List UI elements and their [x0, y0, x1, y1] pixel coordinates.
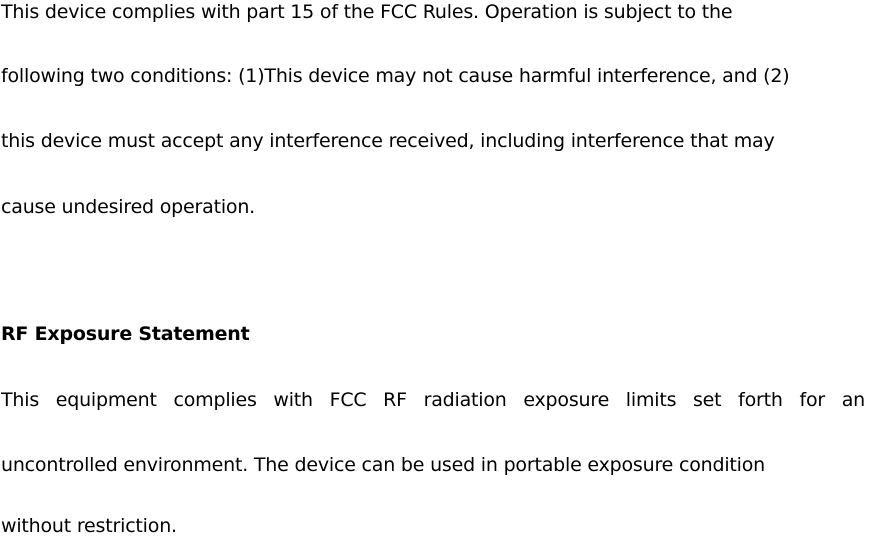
rf-exposure-heading: RF Exposure Statement [1, 323, 250, 345]
fcc-paragraph-line-3: this device must accept any interference received, including interference that may [1, 130, 775, 152]
rf-paragraph-line-2: uncontrolled environment. The device can be used in portable exposure condition [1, 454, 766, 476]
fcc-paragraph-line-4: cause undesired operation. [1, 196, 256, 218]
fcc-paragraph-line-1: This device complies with part 15 of the FCC Rules. Operation is subject to the [1, 1, 733, 23]
fcc-paragraph-line-2: following two conditions: (1)This device may not cause harmful interference, and (2) [1, 65, 790, 87]
rf-paragraph-line-3: without restriction. [1, 515, 177, 537]
rf-paragraph-line-1: This equipment complies with FCC RF radiation exposure limits set forth for an [1, 389, 865, 411]
